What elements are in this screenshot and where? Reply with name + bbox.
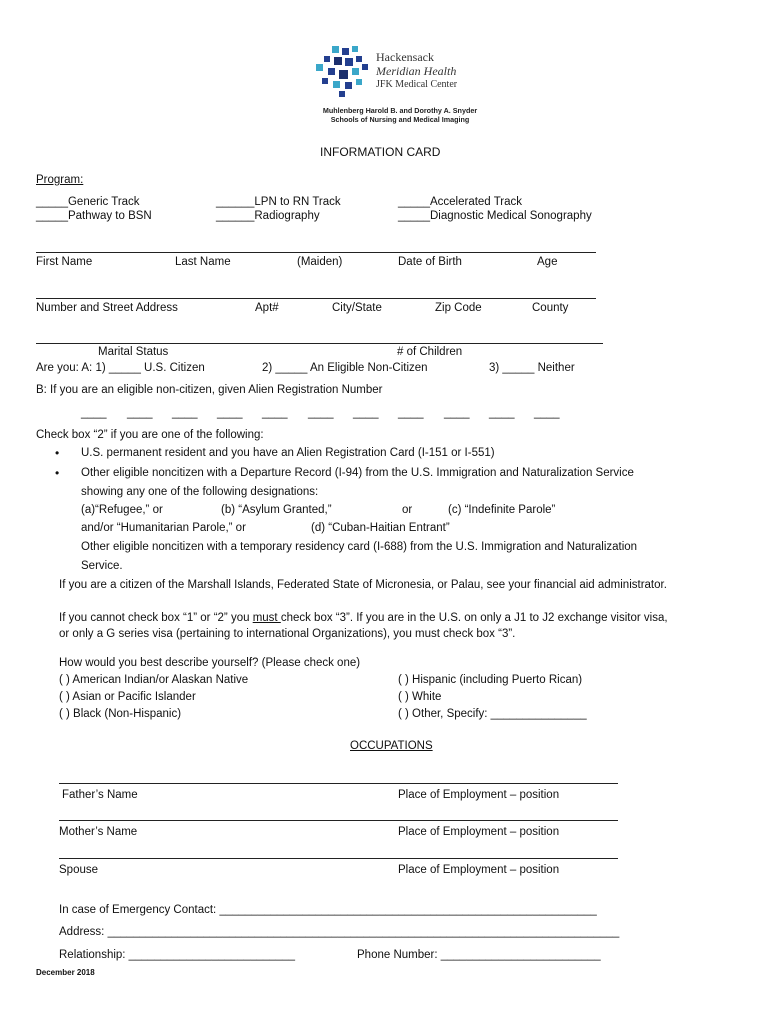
label-mother-employment: Place of Employment – position: [398, 826, 560, 838]
ethnicity-asian[interactable]: ( ) Asian or Pacific Islander: [59, 691, 196, 703]
label-marital-status: Marital Status: [98, 346, 169, 358]
citizen-option-neither[interactable]: 3) _____ Neither: [489, 362, 575, 374]
must-check-line2: or only a G series visa (pertaining to international Organizations), you must check box “3”.: [59, 628, 516, 640]
designation-parole: (c) “Indefinite Parole”: [448, 504, 556, 516]
designations-intro: showing any one of the following designations:: [81, 486, 319, 498]
designation-refugee: (a)“Refugee,” or: [81, 504, 163, 516]
must-underlined: must: [252, 612, 281, 624]
father-fill-line[interactable]: [59, 783, 618, 784]
form-title: INFORMATION CARD: [320, 145, 441, 159]
alien-digit-blank[interactable]: ____: [534, 407, 560, 419]
brand-name-line2: Meridian Health: [376, 64, 457, 78]
school-name-line1: Muhlenberg Harold B. and Dorothy A. Snyder: [322, 106, 478, 115]
label-maiden: (Maiden): [297, 256, 343, 268]
alien-digit-blank[interactable]: ____: [81, 407, 107, 419]
mother-fill-line[interactable]: [59, 820, 618, 821]
designation-humanitarian: and/or “Humanitarian Parole,” or: [81, 522, 246, 534]
label-father-employment: Place of Employment – position: [398, 789, 560, 801]
program-option-radiography[interactable]: ______Radiography: [216, 210, 320, 222]
emergency-address-field[interactable]: Address: ________________________________________________________________________________: [59, 926, 620, 938]
marshall-islands-note: If you are a citizen of the Marshall Islands, Federated State of Micronesia, or Palau, see your financial aid administrator.: [59, 579, 667, 591]
hospital-logo: [314, 44, 484, 130]
ethnicity-other[interactable]: ( ) Other, Specify: _______________: [398, 708, 587, 720]
school-name-line2: Schools of Nursing and Medical Imaging: [330, 115, 470, 124]
alien-digit-blank[interactable]: ____: [308, 407, 334, 419]
name-fill-line[interactable]: [36, 252, 596, 253]
emergency-relationship-field[interactable]: Relationship: __________________________: [59, 949, 295, 961]
ethnicity-black[interactable]: ( ) Black (Non-Hispanic): [59, 708, 182, 720]
alien-number-label: B: If you are an eligible non-citizen, given Alien Registration Number: [36, 384, 383, 396]
program-option-generic[interactable]: _____Generic Track: [36, 196, 140, 208]
designation-cuban-haitian: (d) “Cuban-Haitian Entrant”: [311, 522, 450, 534]
ethnicity-american-indian[interactable]: ( ) American Indian/or Alaskan Native: [59, 674, 249, 686]
ethnicity-hispanic[interactable]: ( ) Hispanic (including Puerto Rican): [398, 674, 583, 686]
designation-asylum: (b) “Asylum Granted,”: [221, 504, 332, 516]
alien-digit-blank[interactable]: ____: [444, 407, 470, 419]
alien-digit-blank[interactable]: ____: [398, 407, 424, 419]
program-option-sonography[interactable]: _____Diagnostic Medical Sonography: [398, 210, 592, 222]
checkbox2-heading: Check box “2” if you are one of the following:: [36, 429, 264, 441]
label-age: Age: [537, 256, 558, 268]
alien-digit-blank[interactable]: ____: [262, 407, 288, 419]
address-fill-line[interactable]: [36, 298, 596, 299]
emergency-phone-field[interactable]: Phone Number: _________________________: [357, 949, 601, 961]
label-city-state: City/State: [332, 302, 382, 314]
ethnicity-question: How would you best describe yourself? (Please check one): [59, 657, 361, 669]
label-apt: Apt#: [255, 302, 279, 314]
alien-digit-blank[interactable]: ____: [127, 407, 153, 419]
footer-date: December 2018: [36, 968, 95, 977]
program-label: Program:: [36, 174, 84, 186]
citizen-option-eligible[interactable]: 2) _____ An Eligible Non-Citizen: [262, 362, 428, 374]
program-option-lpn[interactable]: ______LPN to RN Track: [216, 196, 341, 208]
label-last-name: Last Name: [175, 256, 231, 268]
ethnicity-white[interactable]: ( ) White: [398, 691, 442, 703]
label-county: County: [532, 302, 569, 314]
marital-fill-line[interactable]: [36, 343, 603, 344]
alien-digit-blank[interactable]: ____: [217, 407, 243, 419]
designation-or: or: [402, 504, 413, 516]
must-check-line1: [59, 612, 668, 624]
program-option-accelerated[interactable]: _____Accelerated Track: [398, 196, 523, 208]
program-option-bsn[interactable]: _____Pathway to BSN: [36, 210, 152, 222]
bullet-departure-record: • Other eligible noncitizen with a Departure Record (I-94) from the U.S. Immigration and Naturalization Service: [81, 467, 634, 479]
label-date-of-birth: Date of Birth: [398, 256, 462, 268]
citizen-option-us[interactable]: Are you: A: 1) _____ U.S. Citizen: [36, 362, 205, 374]
temporary-residency-line1: Other eligible noncitizen with a temporary residency card (I-688) from the U.S. Immigration and Naturalization: [81, 541, 638, 553]
alien-digit-blank[interactable]: ____: [489, 407, 515, 419]
alien-digit-blank[interactable]: ____: [172, 407, 198, 419]
occupations-heading: OCCUPATIONS: [350, 740, 433, 752]
must-text-part1: If you cannot check box “1” or “2” you: [59, 612, 253, 624]
emergency-contact-field[interactable]: In case of Emergency Contact: ___________________________________________________________: [59, 904, 597, 916]
temporary-residency-line2: Service.: [81, 560, 123, 572]
brand-name-line3: JFK Medical Center: [376, 79, 458, 90]
label-street-address: Number and Street Address: [36, 302, 178, 314]
label-children: # of Children: [397, 346, 463, 358]
brand-name-line1: Hackensack: [376, 50, 434, 64]
must-text-part2: check box “3”. If you are in the U.S. on only a J1 to J2 exchange visitor visa,: [280, 612, 668, 624]
spouse-fill-line[interactable]: [59, 858, 618, 859]
label-spouse: Spouse: [59, 864, 99, 876]
logo-mark-icon: [314, 44, 374, 100]
label-spouse-employment: Place of Employment – position: [398, 864, 560, 876]
label-zip-code: Zip Code: [435, 302, 482, 314]
alien-digit-blank[interactable]: ____: [353, 407, 379, 419]
bullet-permanent-resident: • U.S. permanent resident and you have an Alien Registration Card (I-151 or I-551): [81, 447, 495, 459]
label-mother-name: Mother’s Name: [59, 826, 138, 838]
label-father-name: Father’s Name: [62, 789, 138, 801]
label-first-name: First Name: [36, 256, 93, 268]
